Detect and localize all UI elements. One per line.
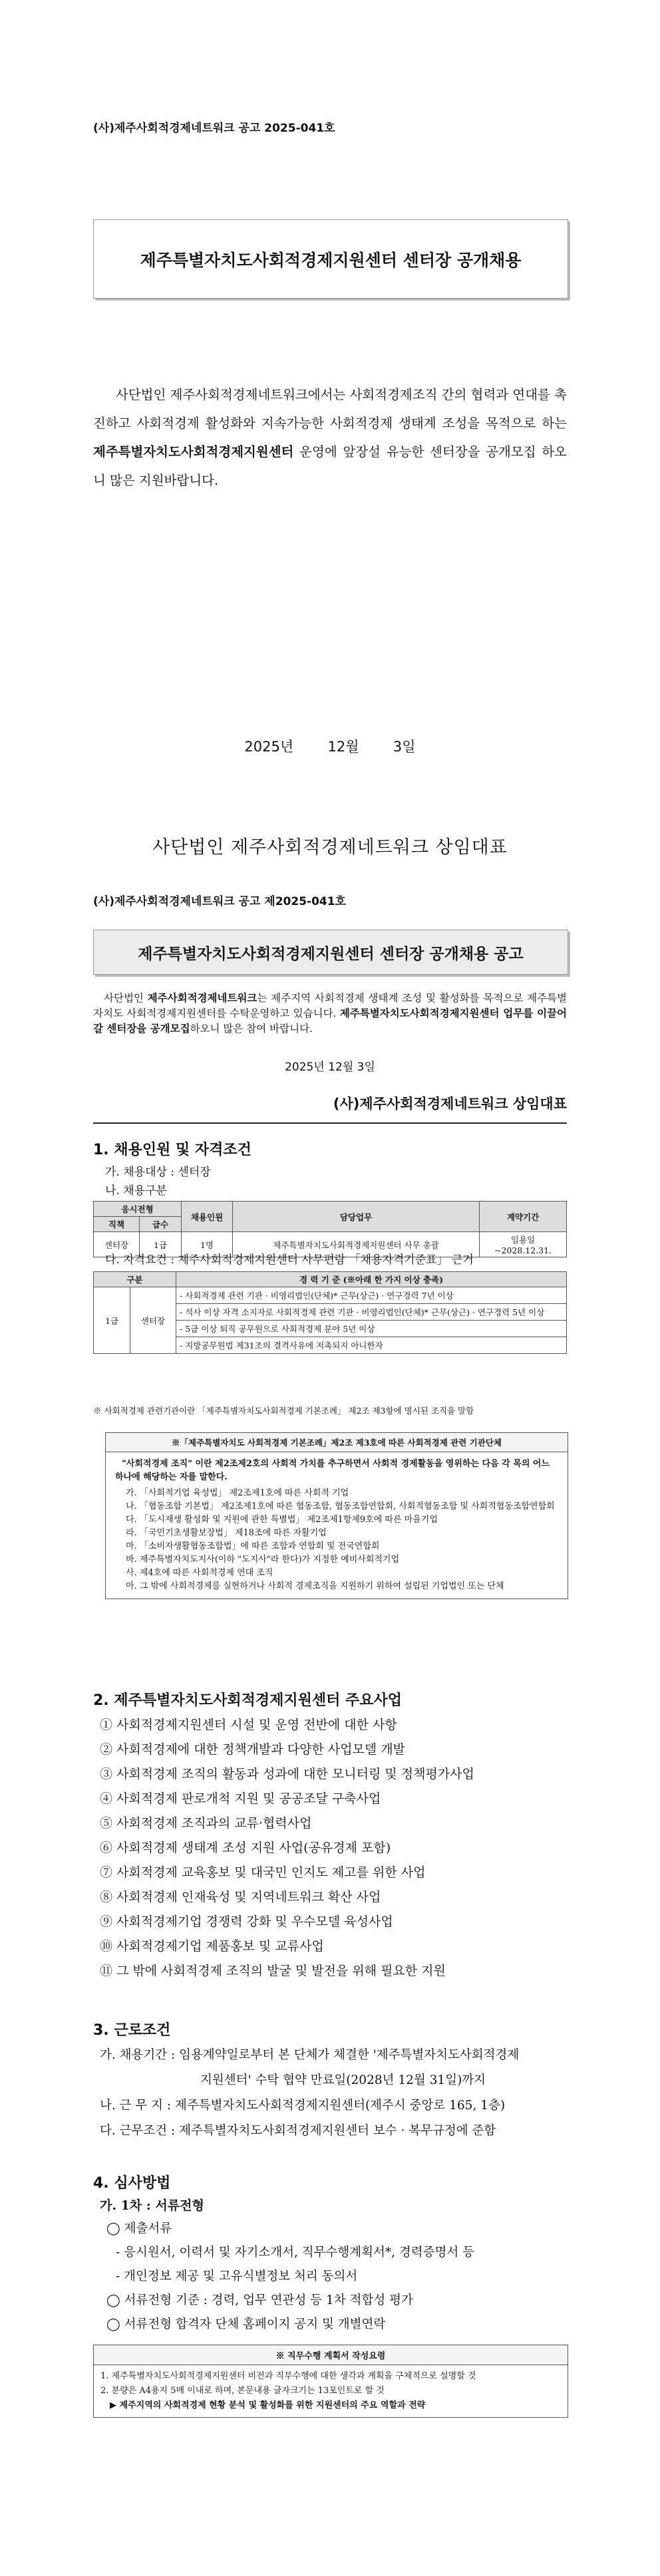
- list-item: ⑪ 그 밖에 사회적경제 조직의 발굴 및 발전을 위해 필요한 지원: [100, 1964, 446, 1978]
- signature: 사단법인 제주사회적경제네트워크 상임대표: [152, 837, 508, 858]
- list-item: 라. 「국민기초생활보장법」 제18조에 따른 자활기업: [126, 1528, 327, 1538]
- section-4-heading: 4. 심사방법: [93, 2175, 171, 2192]
- th-recruit: 응시전형: [94, 1202, 182, 1217]
- list-item: ④ 사회적경제 판로개척 지원 및 공공조달 구축사업: [100, 1791, 381, 1806]
- list-item: ③ 사회적경제 조직의 활동과 성과에 대한 모니터링 및 정책평가사업: [100, 1767, 474, 1781]
- th-count: 채용인원: [182, 1202, 233, 1232]
- announce-date-2: 2025년 12월 3일: [285, 1061, 375, 1074]
- section-3-heading: 3. 근로조건: [93, 2022, 171, 2039]
- sec2-list: [100, 1713, 566, 1984]
- criteria-item: - 5급 이상 퇴직 공무원으로 사회적경제 분야 5년 이상: [176, 1321, 566, 1337]
- intro2-bold-2: 제주특별자치도사회적경제지원센터 업무를 이끌어갈 센터장을 공개모집: [93, 1007, 568, 1035]
- cell-period: 임용일~2028.12.31.: [480, 1232, 567, 1257]
- org-box-list: [115, 1487, 558, 1593]
- list-item: ⑧ 사회적경제 인재육성 및 지역네트워크 확산 사업: [100, 1890, 381, 1904]
- sec3-item-a2: 지원센터' 수탁 협약 만료일(2028년 12월 31일)까지: [200, 2073, 486, 2087]
- page-title-2: 제주특별자치도사회적경제지원센터 센터장 공개채용 공고: [138, 945, 524, 963]
- page-title: 제주특별자치도사회적경제지원센터 센터장 공개채용: [140, 250, 522, 270]
- list-item: 다. 「도시재생 활성화 및 지원에 관한 특별법」 제2조제1항제9호에 따른 마을기업: [126, 1515, 438, 1525]
- th-class: 구분: [94, 1272, 176, 1287]
- intro2-text-3: 하오니 많은 참여 바랍니다.: [190, 1023, 313, 1035]
- sec1-item-c: 다. 자격요건 : 제주사회적경제지원센터 사무편람 「채용자격기준표」 근거: [105, 1253, 474, 1267]
- sec4-sub: 가. 1차 : 서류전형: [100, 2198, 204, 2213]
- list-item: 아. 그 밖에 사회적경제를 실현하거나 사회적 경제조직을 지원하기 위하여 설립된 기업법인 또는 단체: [126, 1581, 504, 1591]
- criteria-cell: [176, 1287, 567, 1354]
- th-work: 담당업무: [233, 1202, 480, 1232]
- list-item: ① 사회적경제지원센터 시설 및 운영 전반에 대한 사항: [100, 1718, 397, 1732]
- list-item: ◯ 제출서류: [106, 2222, 172, 2236]
- intro2-bold-1: 제주사회적경제네트워크: [147, 992, 257, 1004]
- sec3-body: [100, 2043, 567, 2144]
- intro2-text-1: 사단법인: [104, 992, 148, 1004]
- intro-text-2: 운영에 앞장설 유능한 센터장을 공개모집 하오니 많은 지원바랍니다.: [93, 444, 567, 488]
- criteria-item: - 사회적경제 관련 기관 · 비영리법인(단체)* 근무(상근) · 연구경력 7년 이상: [176, 1287, 566, 1304]
- sec3-item-a1: 가. 채용기간 : 임용계약일로부터 본 단체가 체결한 '제주특별자치도사회적경제: [100, 2048, 520, 2062]
- sec1-item-b: 나. 채용구분: [105, 1184, 167, 1198]
- sec4-list: [106, 2217, 566, 2337]
- list-item: 바. 제주특별자치도지사(이하 "도지사"라 한다)가 지정한 예비사회적기업: [126, 1555, 400, 1565]
- org-definition-box: [105, 1432, 568, 1599]
- cell-duty: 센터장: [94, 1232, 140, 1257]
- list-item: 사. 제4호에 따른 사회적경제 연대 조직: [126, 1568, 273, 1578]
- list-item: 2. 분량은 A4용지 5매 이내로 하며, 본문내용 글자크기는 13포인트로 할 것: [100, 2386, 385, 2396]
- section-1-heading: 1. 채용인원 및 자격조건: [93, 1142, 251, 1158]
- th-grade: 급수: [140, 1217, 182, 1232]
- list-item: ② 사회적경제에 대한 정책개발과 다양한 사업모델 개발: [100, 1742, 406, 1757]
- cell-grade: 1급: [140, 1232, 182, 1257]
- page-title-box-2: [93, 930, 568, 975]
- date-month: 12월: [327, 739, 359, 755]
- th-criteria: 경 력 기 준 (※아래 한 가지 이상 충족): [176, 1272, 567, 1287]
- plan-box-title: ※ 직무수행 계획서 작성요령: [94, 2345, 568, 2365]
- org-box-title: ※「제주특별자치도 사회적경제 기본조례」제2조 제3호에 따른 사회적경제 관련 기관단체: [106, 1433, 568, 1452]
- divider: [93, 1122, 567, 1124]
- list-item: 1. 제주특별자치도사회적경제지원센터 비전과 직무수행에 대한 생각과 계획을 구체적으로 설명할 것: [100, 2371, 476, 2381]
- date-year: 2025년: [244, 739, 294, 755]
- intro-text-bold: 제주특별자치도사회적경제지원센터: [93, 444, 294, 459]
- th-duty: 직책: [94, 1217, 140, 1232]
- list-item: 가. 「사회적기업 육성법」 제2조제1호에 따른 사회적 기업: [126, 1488, 349, 1498]
- recruit-table: [93, 1201, 567, 1257]
- list-item: ⑨ 사회적경제기업 경쟁력 강화 및 우수모델 육성사업: [100, 1914, 393, 1929]
- date-day: 3일: [393, 739, 416, 755]
- list-item: - 응시원서, 이력서 및 자기소개서, 직무수행계획서*, 경력증명서 등: [116, 2246, 474, 2259]
- list-item: ◯ 서류전형 기준 : 경력, 업무 연관성 등 1차 적합성 평가: [106, 2293, 413, 2307]
- criteria-item: - 석사 이상 자격 소지자로 사회적경제 관련 기관 · 비영리법인(단체)* 근무(상근) · 연구경력 5년 이상: [176, 1304, 566, 1321]
- cell-count: 1명: [182, 1232, 233, 1257]
- intro-paragraph-2: [93, 991, 567, 1037]
- plan-guide-box: [93, 2345, 568, 2418]
- intro2-text-2: 는 제주지역 사회적경제 생태계 조성 및 활성화를 목적으로 제주특별자치도 사회적경제지원센터를 수탁운영하고 있습니다.: [93, 992, 567, 1019]
- th-period: 계약기간: [480, 1202, 567, 1232]
- criteria-item: - 지방공무원법 제31조의 결격사유에 저촉되지 아니한자: [180, 1341, 383, 1351]
- cell-grade-2: 1급: [94, 1287, 130, 1354]
- sec1-footnote: ※ 사회적경제 관련기관이란 「제주특별자치도사회적경제 기본조례」 제2조 제3항에 명시된 조직을 말함: [93, 1406, 474, 1416]
- cell-work: 제주특별자치도사회적경제지원센터 사무 총괄: [233, 1232, 480, 1257]
- announce-date: [0, 736, 660, 756]
- signature-2: (사)제주사회적경제네트워크 상임대표: [333, 1096, 567, 1112]
- sec3-item-b: 나. 근 무 지 : 제주특별자치도사회적경제지원센터(제주시 중앙로 165, 1층): [100, 2099, 506, 2113]
- notice-number: (사)제주사회적경제네트워크 공고 2025-041호: [93, 122, 335, 135]
- table-row: [94, 1287, 567, 1354]
- list-item: ⑩ 사회적경제기업 제품홍보 및 교류사업: [100, 1939, 324, 1954]
- list-item: ⑤ 사회적경제 조직과의 교류·협력사업: [100, 1816, 312, 1831]
- list-item: 마. 「소비자생활협동조합법」에 따른 조합과 연합회 및 전국연합회: [126, 1541, 380, 1551]
- sec3-item-c: 다. 근무조건 : 제주특별자치도사회적경제지원센터 보수 · 복무규정에 준함: [100, 2124, 496, 2138]
- list-item: ◯ 서류전형 합격자 단체 홈페이지 공지 및 개별연락: [106, 2317, 386, 2331]
- section-2-heading: 2. 제주특별자치도사회적경제지원센터 주요사업: [93, 1692, 403, 1709]
- list-item: 나. 「협동조합 기본법」 제2조제1호에 따른 협동조합, 협동조합연합회, 사회적협동조합 및 사회적협동조합연합회: [126, 1501, 555, 1511]
- list-item: ⑦ 사회적경제 교육홍보 및 대국민 인지도 제고를 위한 사업: [100, 1865, 426, 1880]
- qualification-table: [93, 1271, 567, 1354]
- cell-duty-2: 센터장: [130, 1287, 176, 1354]
- list-item: ⑥ 사회적경제 생태계 조성 지원 사업(공유경제 포함): [100, 1841, 391, 1855]
- intro-text-1: 사단법인 제주사회적경제네트워크에서는 사회적경제조직 간의 협력과 연대를 촉진하고 사회적경제 활성화와 지속가능한 사회적경제 생태계 조성을 목적으로 하는: [93, 387, 567, 431]
- notice-number-2: (사)제주사회적경제네트워크 공고 제2025-041호: [93, 895, 346, 908]
- list-item: - 개인정보 제공 및 고유식별정보 처리 동의서: [116, 2269, 358, 2283]
- page-title-box: [93, 219, 568, 299]
- org-box-intro: "사회적경제 조직" 이란 제2조제2호의 사회적 가치를 추구하면서 사회적 경제활동을 영위하는 다음 각 목의 어느 하나에 해당하는 자를 말한다.: [115, 1459, 550, 1482]
- sec1-item-a: 가. 채용대상 : 센터장: [105, 1166, 211, 1179]
- intro-paragraph: [93, 380, 567, 495]
- list-item: ▶ 제주지역의 사회적경제 현황 분석 및 활성화를 위한 지원센터의 주요 역할과 전략: [110, 2400, 426, 2410]
